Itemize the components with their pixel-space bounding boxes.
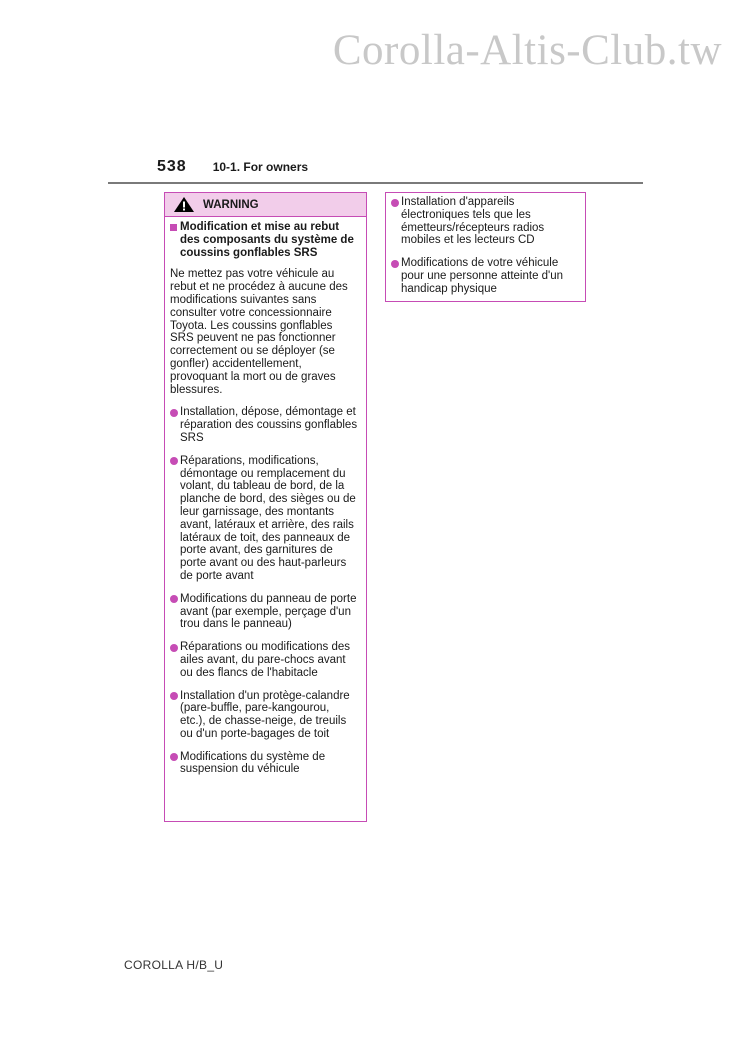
list-item-text: Modifications de votre véhicule pour une personne atteinte d'un handicap physique: [401, 257, 564, 295]
bullet-dot-icon: [170, 753, 178, 761]
list-item: [170, 593, 358, 631]
list-item: [391, 196, 577, 247]
bullet-dot-icon: [170, 595, 178, 603]
list-item-text: Installation d'un protège-calandre (pare-buffle, pare-kangourou, etc.), de chasse-neige, de treuils ou d'un porte-bagages de toit: [180, 689, 350, 740]
warning-heading: [170, 221, 358, 259]
section-title: 10-1. For owners: [212, 160, 309, 174]
page-header: [157, 158, 308, 176]
list-item-text: Réparations ou modifications des ailes avant, du pare-chocs avant ou des flancs de l'habitacle: [180, 641, 351, 679]
warning-continued-box: [385, 192, 586, 302]
footer-model-code: COROLLA H/B_U: [124, 958, 224, 972]
list-item: [170, 690, 358, 741]
warning-content: [165, 217, 366, 776]
bullet-dot-icon: [170, 692, 178, 700]
list-item: [391, 257, 577, 295]
list-item-text: Installation, dépose, démontage et réparation des coussins gonflables SRS: [180, 406, 358, 444]
bullet-dot-icon: [391, 199, 399, 207]
bullet-dot-icon: [170, 644, 178, 652]
list-item-text: Réparations, modifications, démontage ou remplacement du volant, du tableau de bord, de la planche de bord, des sièges ou de leur garnissage, des montants avant, latéraux et arrière, des rails latéraux de toit, des panneaux de porte avant, des garnitures de porte avant ou des haut-parleurs de porte avant: [180, 454, 356, 582]
list-item-text: Installation d'appareils électroniques tels que les émetteurs/récepteurs radios mobiles et les lecteurs CD: [401, 196, 545, 247]
watermark: Corolla-Altis-Club.tw: [332, 27, 722, 74]
warning-heading-text: Modification et mise au rebut des composants du système de coussins gonflables SRS: [180, 221, 354, 259]
bullet-dot-icon: [170, 457, 178, 465]
warning-bar: [165, 193, 366, 217]
square-bullet-icon: [170, 224, 177, 231]
list-item: [170, 751, 358, 777]
header-rule: [108, 182, 643, 184]
list-item-text: Modifications du panneau de porte avant (par exemple, perçage d'un trou dans le panneau): [180, 592, 357, 631]
warning-label: WARNING: [203, 198, 259, 211]
warning-continued-content: [386, 193, 585, 296]
bullet-dot-icon: [391, 260, 399, 268]
warning-box: [164, 192, 367, 822]
warning-triangle-icon: [173, 196, 195, 213]
list-item: [170, 406, 358, 444]
page-number: 538: [157, 158, 187, 175]
warning-intro: Ne mettez pas votre véhicule au rebut et ne procédez à aucune des modifications suivantes sans consulter votre concessionnaire Toyota. Les coussins gonflables SRS peuvent ne pas fonctionner correctement ou se déployer (se gonfler) accidentellement, provoquant la mort ou de graves blessures.: [170, 268, 348, 396]
bullet-dot-icon: [170, 409, 178, 417]
list-item-text: Modifications du système de suspension du véhicule: [180, 750, 326, 776]
list-item: [170, 641, 358, 679]
list-item: [170, 455, 358, 583]
